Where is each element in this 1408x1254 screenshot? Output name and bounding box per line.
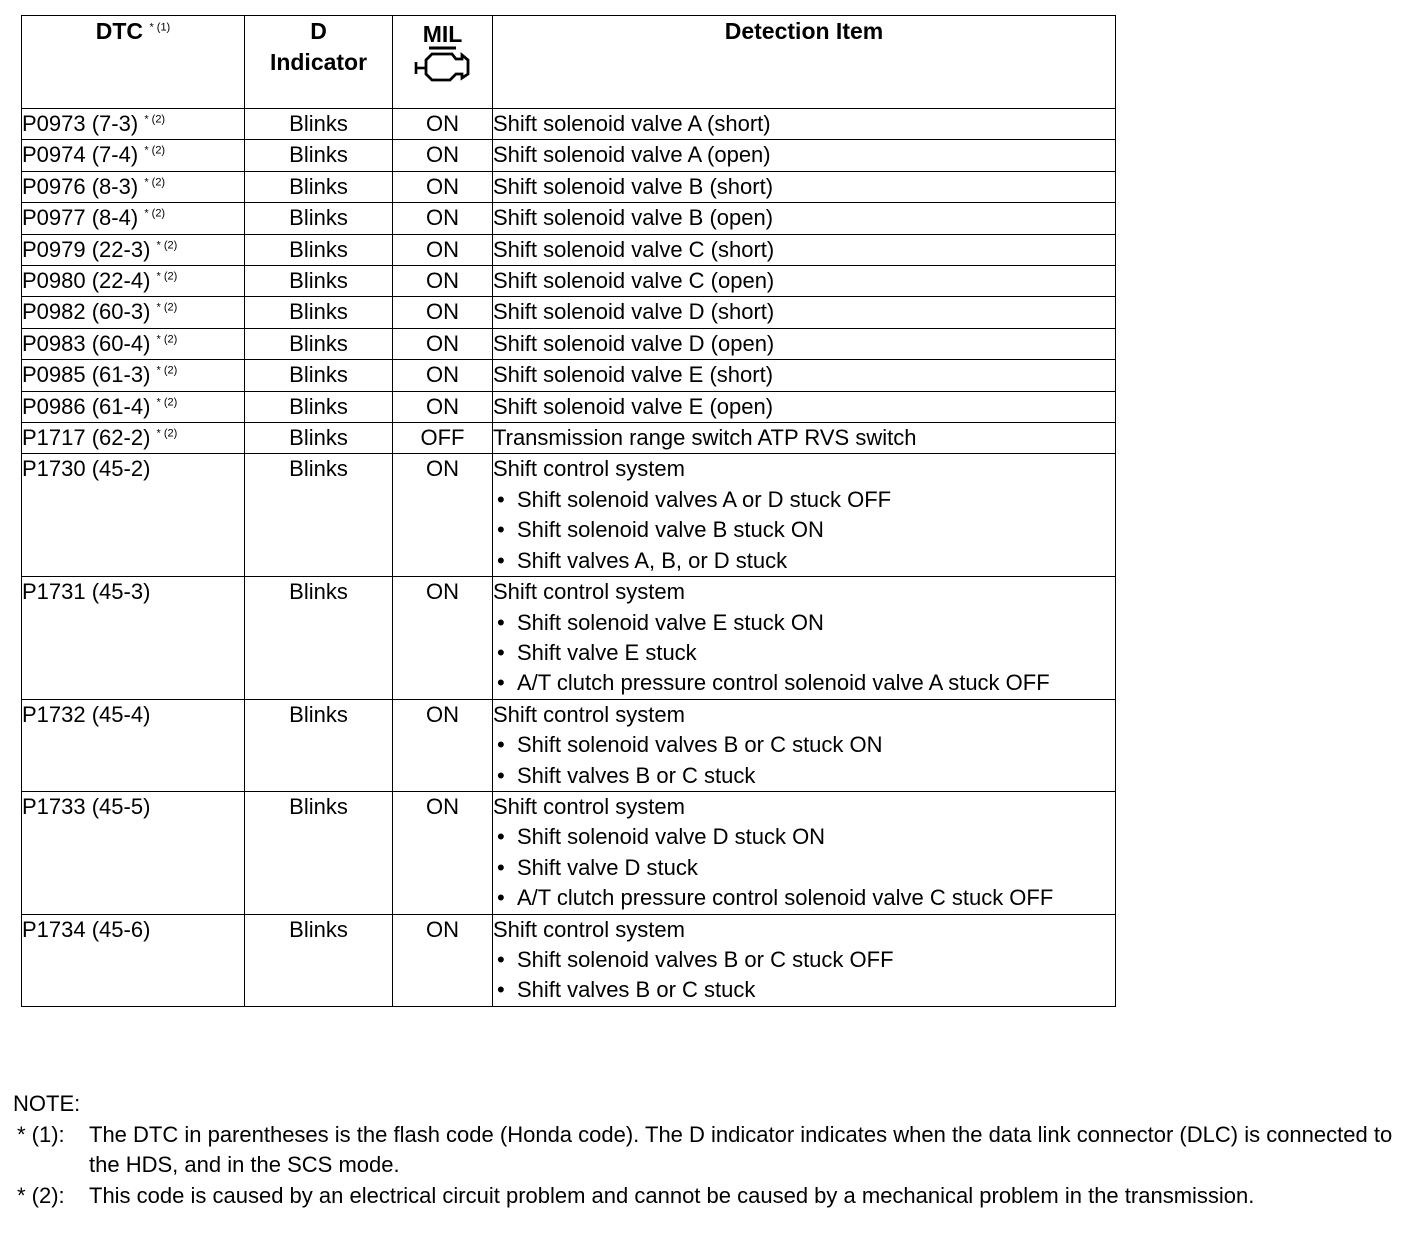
dtc-footnote: * (2) (156, 396, 178, 409)
detection-item-cell (493, 266, 1116, 297)
detection-item-text: Shift solenoid valve B (short) (493, 173, 774, 199)
dtc-code-cell (22, 914, 245, 1006)
d-indicator-cell: Blinks (245, 360, 393, 391)
table-header-row (22, 16, 1116, 109)
d-indicator-cell: Blinks (245, 328, 393, 359)
dtc-code-cell (22, 391, 245, 422)
detection-item-text: Shift solenoid valve C (short) (493, 236, 775, 262)
mil-status-cell: ON (393, 914, 493, 1006)
dtc-code: P0983 (60-4) (22, 330, 151, 356)
dtc-footnote: * (2) (156, 427, 178, 440)
dtc-code: P1733 (45-5) (22, 793, 151, 819)
detection-item-text: Shift control system (493, 579, 685, 605)
dtc-code: P0982 (60-3) (22, 299, 151, 325)
dtc-code-cell (22, 171, 245, 202)
dtc-code-cell (22, 140, 245, 171)
table-row (22, 699, 1116, 791)
table-row (22, 140, 1116, 171)
dtc-footnote: * (2) (156, 302, 178, 315)
d-indicator-cell: Blinks (245, 699, 393, 791)
d-indicator-cell: Blinks (245, 297, 393, 328)
detection-item-cell (493, 454, 1116, 577)
detection-bullet: • Shift valve D stuck (497, 854, 698, 880)
dtc-code-cell (22, 699, 245, 791)
d-indicator-cell: Blinks (245, 171, 393, 202)
table-row (22, 171, 1116, 202)
detection-item-cell (493, 171, 1116, 202)
dtc-footnote: * (2) (156, 364, 178, 377)
mil-status-cell: ON (393, 577, 493, 700)
dtc-footnote: * (2) (144, 176, 166, 189)
detection-item-text: Shift control system (493, 701, 685, 727)
mil-status-cell: OFF (393, 423, 493, 454)
note-marker: * (2): (17, 1182, 65, 1208)
header-mil: MIL (393, 16, 493, 109)
detection-item-text: Shift control system (493, 456, 685, 482)
note-section (13, 1089, 1393, 1211)
dtc-code-cell (22, 577, 245, 700)
mil-status-cell: ON (393, 328, 493, 359)
dtc-code: P1732 (45-4) (22, 701, 151, 727)
table-row (22, 577, 1116, 700)
dtc-code-cell (22, 791, 245, 914)
d-indicator-cell: Blinks (245, 140, 393, 171)
detection-item-text: Shift solenoid valve D (short) (493, 299, 775, 325)
detection-bullet: • A/T clutch pressure control solenoid valve C stuck OFF (497, 885, 1054, 911)
detection-item-cell (493, 109, 1116, 140)
dtc-table (21, 15, 1116, 1007)
detection-item-cell (493, 140, 1116, 171)
detection-item-cell (493, 328, 1116, 359)
d-indicator-cell: Blinks (245, 791, 393, 914)
table-row (22, 791, 1116, 914)
mil-status-cell: ON (393, 791, 493, 914)
table-row (22, 454, 1116, 577)
dtc-code: P0980 (22-4) (22, 268, 151, 294)
table-row (22, 109, 1116, 140)
detection-bullet: • Shift valve E stuck (497, 639, 697, 665)
d-indicator-cell: Blinks (245, 577, 393, 700)
detection-item-cell (493, 791, 1116, 914)
d-indicator-cell: Blinks (245, 454, 393, 577)
header-dtc-footnote: * (1) (149, 21, 171, 34)
d-indicator-cell: Blinks (245, 914, 393, 1006)
dtc-code-cell (22, 423, 245, 454)
dtc-code-cell (22, 360, 245, 391)
detection-bullet: • Shift solenoid valve D stuck ON (497, 824, 826, 850)
dtc-code: P0977 (8-4) (22, 205, 139, 231)
mil-status-cell: ON (393, 391, 493, 422)
mil-status-cell: ON (393, 360, 493, 391)
table-row (22, 203, 1116, 234)
dtc-code: P0976 (8-3) (22, 173, 139, 199)
detection-item-cell (493, 391, 1116, 422)
detection-item-cell (493, 203, 1116, 234)
detection-bullet: • Shift valves B or C stuck (497, 977, 756, 1003)
detection-item-text: Shift control system (493, 793, 685, 819)
dtc-code: P1730 (45-2) (22, 456, 151, 482)
dtc-code-cell (22, 109, 245, 140)
detection-item-cell (493, 297, 1116, 328)
dtc-footnote: * (2) (156, 333, 178, 346)
d-indicator-cell: Blinks (245, 234, 393, 265)
detection-item-text: Shift solenoid valve B (open) (493, 205, 774, 231)
detection-bullet: • Shift solenoid valves B or C stuck OFF (497, 946, 894, 972)
table-row (22, 266, 1116, 297)
detection-bullet: • Shift valves A, B, or D stuck (497, 547, 788, 573)
detection-item-cell (493, 360, 1116, 391)
detection-item-cell (493, 423, 1116, 454)
dtc-footnote: * (2) (144, 113, 166, 126)
detection-item-text: Shift solenoid valve E (short) (493, 362, 774, 388)
dtc-code: P0974 (7-4) (22, 142, 139, 168)
dtc-code: P0979 (22-3) (22, 236, 151, 262)
detection-bullet: • Shift valves B or C stuck (497, 762, 756, 788)
d-indicator-cell: Blinks (245, 391, 393, 422)
dtc-code-cell (22, 234, 245, 265)
dtc-code: P0986 (61-4) (22, 393, 151, 419)
note-item (13, 1120, 1393, 1181)
header-detection-item: Detection Item (493, 16, 1116, 109)
mil-status-cell: ON (393, 109, 493, 140)
detection-item-cell (493, 234, 1116, 265)
detection-item-text: Shift solenoid valve C (open) (493, 268, 775, 294)
d-indicator-cell: Blinks (245, 203, 393, 234)
dtc-code: P1731 (45-3) (22, 579, 151, 605)
mil-status-cell: ON (393, 699, 493, 791)
header-indicator: D Indicator (245, 16, 393, 109)
note-text: The DTC in parentheses is the flash code (Honda code). The D indicator indicates when the data link connector (DLC) is connected to the HDS, and in the SCS mode. (89, 1121, 1393, 1177)
mil-status-cell: ON (393, 203, 493, 234)
detection-item-text: Shift solenoid valve D (open) (493, 330, 775, 356)
table-row (22, 234, 1116, 265)
detection-item-text: Transmission range switch ATP RVS switch (493, 425, 917, 451)
note-marker: * (1): (17, 1121, 65, 1147)
dtc-code: P0973 (7-3) (22, 111, 139, 136)
detection-bullet: • A/T clutch pressure control solenoid valve A stuck OFF (497, 670, 1050, 696)
d-indicator-cell: Blinks (245, 266, 393, 297)
mil-status-cell: ON (393, 454, 493, 577)
dtc-code: P0985 (61-3) (22, 362, 151, 388)
mil-status-cell: ON (393, 140, 493, 171)
detection-bullet: • Shift solenoid valve E stuck ON (497, 609, 824, 635)
d-indicator-cell: Blinks (245, 109, 393, 140)
detection-bullet: • Shift solenoid valves A or D stuck OFF (497, 486, 892, 512)
detection-item-text: Shift solenoid valve A (open) (493, 142, 771, 168)
dtc-code-cell (22, 203, 245, 234)
detection-item-text: Shift control system (493, 916, 685, 942)
detection-item-text: Shift solenoid valve E (open) (493, 393, 774, 419)
dtc-code-cell (22, 266, 245, 297)
detection-item-cell (493, 699, 1116, 791)
table-row (22, 328, 1116, 359)
dtc-footnote: * (2) (144, 207, 166, 220)
note-heading: NOTE: (13, 1091, 81, 1116)
detection-bullet: • Shift solenoid valves B or C stuck ON (497, 732, 883, 758)
detection-item-cell (493, 577, 1116, 700)
table-row (22, 391, 1116, 422)
check-engine-icon (412, 46, 474, 86)
detection-item-cell (493, 914, 1116, 1006)
note-item (13, 1181, 1393, 1212)
header-dtc: DTC $^{* (1)}$ (22, 16, 245, 109)
dtc-code-cell (22, 328, 245, 359)
mil-status-cell: ON (393, 266, 493, 297)
dtc-footnote: * (2) (144, 145, 166, 158)
note-text: This code is caused by an electrical circuit problem and cannot be caused by a mechanical problem in the transmission. (89, 1182, 1255, 1208)
mil-status-cell: ON (393, 171, 493, 202)
table-row (22, 423, 1116, 454)
detection-item-text: Shift solenoid valve A (short) (493, 111, 771, 136)
mil-status-cell: ON (393, 234, 493, 265)
d-indicator-cell: Blinks (245, 423, 393, 454)
table-row (22, 297, 1116, 328)
dtc-footnote: * (2) (156, 270, 178, 283)
dtc-code: P1734 (45-6) (22, 916, 151, 942)
table-row (22, 360, 1116, 391)
mil-status-cell: ON (393, 297, 493, 328)
dtc-code-cell (22, 297, 245, 328)
dtc-code: P1717 (62-2) (22, 425, 151, 451)
dtc-code-cell (22, 454, 245, 577)
detection-bullet: • Shift solenoid valve B stuck ON (497, 517, 824, 543)
dtc-footnote: * (2) (156, 239, 178, 252)
table-row (22, 914, 1116, 1006)
